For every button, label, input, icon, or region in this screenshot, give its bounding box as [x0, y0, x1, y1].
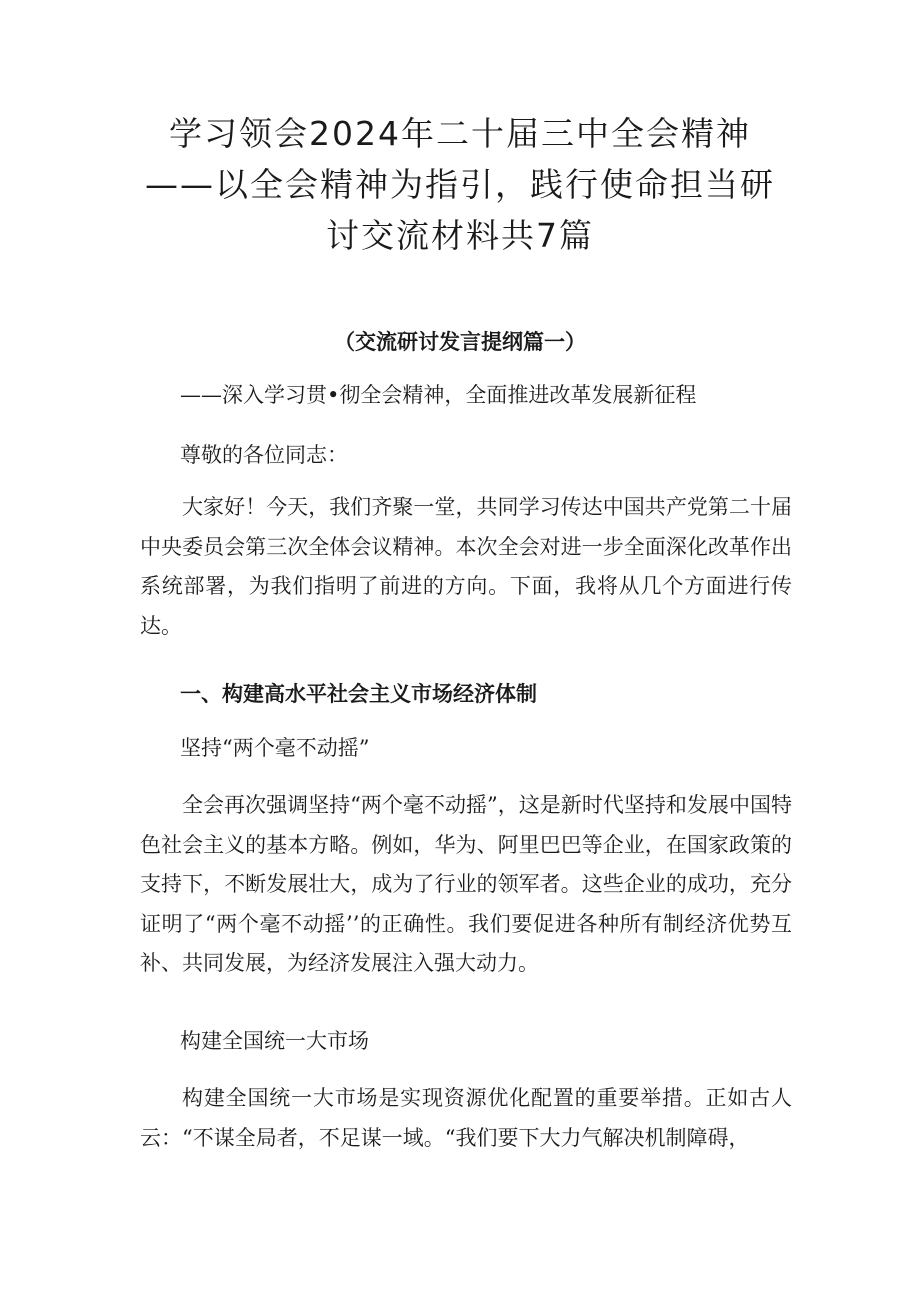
salutation: 尊敬的各位同志： — [180, 443, 348, 467]
document-subtitle: （交流研讨发言提纲篇一） — [334, 330, 586, 354]
intro-paragraph: 大家好！今天，我们齐聚一堂，共同学习传达中国共产党第二十届中央委员会第三次全体会议精神。本次全会对进一步全面深化改革作出系统部署，为我们指明了前进的方向。下面，我将从几个方面进行传达。 — [140, 495, 792, 638]
document-tagline: ——深入学习贯•彻全会精神，全面推进改革发展新征程 — [180, 383, 697, 407]
subsection-body: 全会再次强调坚持“两个毫不动摇”，这是新时代坚持和发展中国特色社会主义的基本方略。例如，华为、阿里巴巴等企业，在国家政策的支持下，不断发展壮大，成为了行业的领军者。这些企业的成功，充分证明了“两个毫不动摇’’的正确性。我们要促进各种所有制经济优势互补、共同发展，为经济发展注入强大动力。 — [140, 793, 792, 975]
subsection-title: 坚持“两个毫不动摇” — [180, 736, 370, 760]
document-title: 学习领会2024年二十届三中全会精神——以全会精神为指引，践行使命担当研讨交流材料共7篇 — [145, 114, 775, 255]
section-heading: 一、构建高水平社会主义市场经济体制 — [180, 682, 537, 706]
subsection-title: 构建全国统一大市场 — [180, 1029, 369, 1053]
subsection-body: 构建全国统一大市场是实现资源优化配置的重要举措。正如古人云：“不谋全局者，不足谋一域。“我们要下大力气解决机制障碍， — [140, 1086, 792, 1150]
